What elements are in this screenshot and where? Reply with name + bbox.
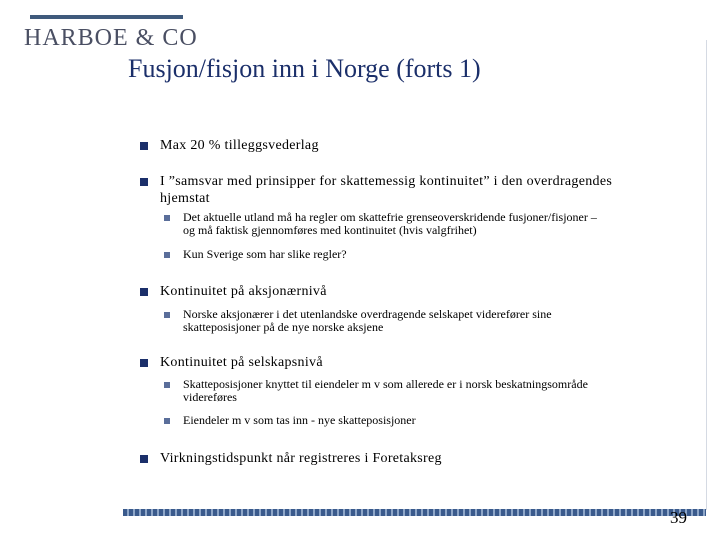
bullet-item-continuity-principles: I ”samsvar med prinsipper for skattemessig kontinuitet” i den overdragendes: [160, 174, 613, 189]
bullet-square-icon: [140, 359, 148, 367]
bullet-item-continuity-principles-cont: hjemstat: [160, 191, 210, 206]
page-number: 39: [670, 508, 687, 527]
sub-item-foreign-rules-cont: og må faktisk gjennomføres med kontinuitet (hvis valgfrihet): [183, 223, 477, 237]
sub-item-tax-positions-cont: videreføres: [183, 390, 237, 404]
footer-bar: [123, 509, 706, 516]
bullet-item-company-continuity: Kontinuitet på selskapsnivå: [160, 355, 323, 370]
sub-item-norwegian-shareholders: Norske aksjonærer i det utenlandske overdragende selskapet viderefører sine: [183, 307, 552, 321]
sub-item-only-sweden: Kun Sverige som har slike regler?: [183, 247, 347, 261]
sub-bullet-square-icon: [164, 312, 170, 318]
bullet-item-max-consideration: Max 20 % tilleggsvederlag: [160, 138, 319, 153]
bullet-square-icon: [140, 142, 148, 150]
bullet-square-icon: [140, 178, 148, 186]
sub-bullet-square-icon: [164, 215, 170, 221]
sub-bullet-square-icon: [164, 418, 170, 424]
company-logo: HARBOE & CO: [24, 25, 198, 51]
sub-item-tax-positions: Skatteposisjoner knyttet til eiendeler m v som allerede er i norsk beskatningsområde: [183, 377, 588, 391]
sub-item-norwegian-shareholders-cont: skatteposisjoner på de nye norske aksjene: [183, 320, 384, 334]
sub-bullet-square-icon: [164, 382, 170, 388]
bullet-square-icon: [140, 455, 148, 463]
slide-title: Fusjon/fisjon inn i Norge (forts 1): [128, 54, 481, 83]
sub-item-new-assets: Eiendeler m v som tas inn - nye skatteposisjoner: [183, 413, 416, 427]
sub-item-foreign-rules: Det aktuelle utland må ha regler om skattefrie grenseoverskridende fusjoner/fisjoner –: [183, 210, 597, 224]
bullet-item-effective-date: Virkningstidspunkt når registreres i Foretaksreg: [160, 451, 442, 466]
bullet-item-shareholder-continuity: Kontinuitet på aksjonærnivå: [160, 284, 327, 299]
bullet-square-icon: [140, 288, 148, 296]
sub-bullet-square-icon: [164, 252, 170, 258]
